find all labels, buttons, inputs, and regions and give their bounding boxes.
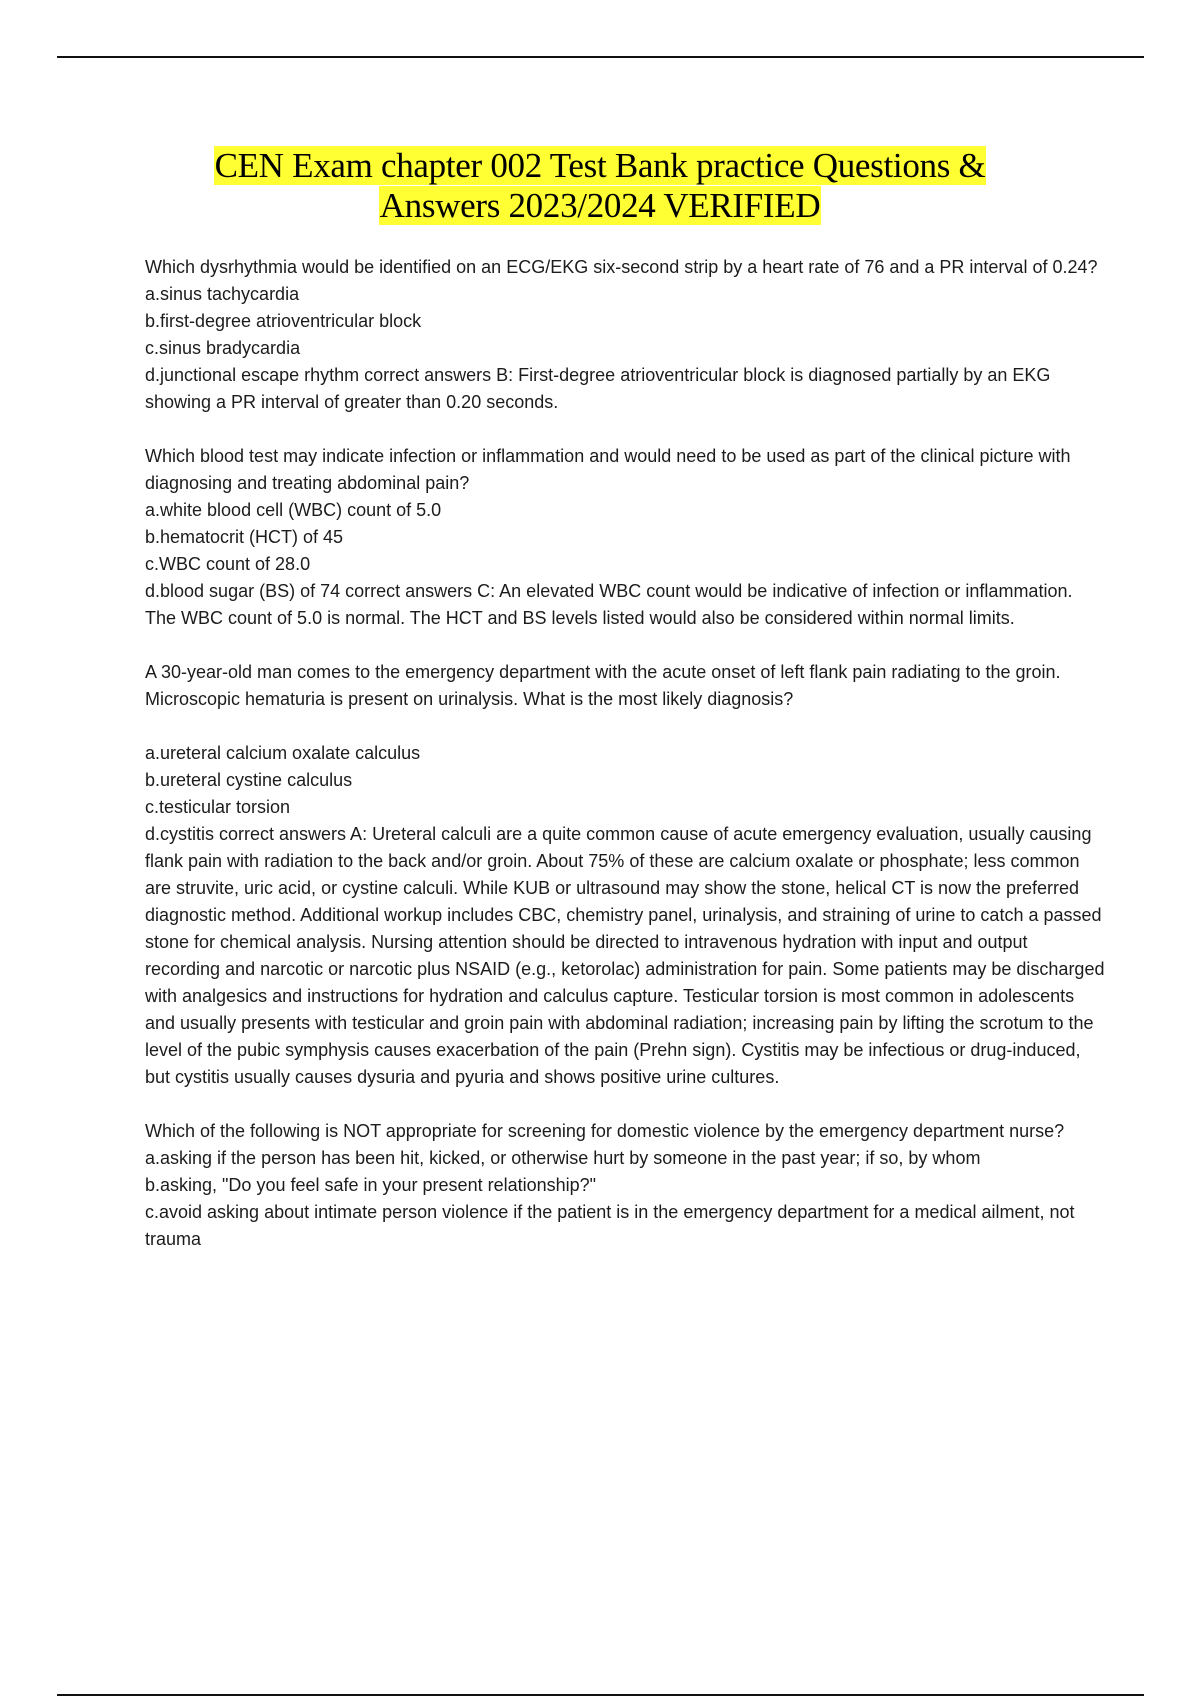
bottom-rule xyxy=(57,1694,1144,1696)
answer-option: b.asking, "Do you feel safe in your present relationship?" xyxy=(145,1175,597,1195)
question-stem: Which dysrhythmia would be identified on an ECG/EKG six-second strip by a heart rate of 76 and a PR interval of 0.24? xyxy=(145,257,1098,277)
question-2 xyxy=(145,443,1105,632)
answer-option: c.WBC count of 28.0 xyxy=(145,554,311,574)
answer-option: a.ureteral calcium oxalate calculus xyxy=(145,743,421,763)
title-line-2: Answers 2023/2024 VERIFIED xyxy=(379,186,821,225)
document-title xyxy=(0,146,1200,226)
question-stem: A 30-year-old man comes to the emergency department with the acute onset of left flank pain radiating to the groin. Microscopic hematuria is present on urinalysis. What is the most likely diagnosis? xyxy=(145,662,1061,709)
question-4 xyxy=(145,1118,1105,1253)
answer-option: a.asking if the person has been hit, kicked, or otherwise hurt by someone in the past year; if so, by whom xyxy=(145,1148,981,1168)
answer-option-with-explanation: d.blood sugar (BS) of 74 correct answers C: An elevated WBC count would be indicative of infection or inflammation. The WBC count of 5.0 is normal. The HCT and BS levels listed would also be considered within normal limits. xyxy=(145,581,1073,628)
answer-option: b.hematocrit (HCT) of 45 xyxy=(145,527,344,547)
answer-option-with-explanation: d.cystitis correct answers A: Ureteral calculi are a quite common cause of acute emergency evaluation, usually causing flank pain with radiation to the back and/or groin. About 75% of these are calcium oxalate or phosphate; less common are struvite, uric acid, or cystine calculi. While KUB or ultrasound may show the stone, helical CT is now the preferred diagnostic method. Additional workup includes CBC, chemistry panel, urinalysis, and straining of urine to catch a passed stone for chemical analysis. Nursing attention should be directed to intravenous hydration with input and output recording and narcotic or narcotic plus NSAID (e.g., ketorolac) administration for pain. Some patients may be discharged with analgesics and instructions for hydration and calculus capture. Testicular torsion is most common in adolescents and usually presents with testicular and groin pain with abdominal radiation; increasing pain by lifting the scrotum to the level of the pubic symphysis causes exacerbation of the pain (Prehn sign). Cystitis may be infectious or drug-induced, but cystitis usually causes dysuria and pyuria and shows positive urine cultures. xyxy=(145,824,1105,1087)
answer-option: a.white blood cell (WBC) count of 5.0 xyxy=(145,500,442,520)
top-rule xyxy=(57,56,1144,58)
question-list xyxy=(145,254,1105,1280)
question-3 xyxy=(145,659,1105,1091)
answer-option: c.testicular torsion xyxy=(145,797,291,817)
question-1 xyxy=(145,254,1105,416)
answer-option: a.sinus tachycardia xyxy=(145,284,300,304)
title-line-1: CEN Exam chapter 002 Test Bank practice Questions & xyxy=(214,146,986,185)
answer-option: b.first-degree atrioventricular block xyxy=(145,311,422,331)
question-stem: Which of the following is NOT appropriate for screening for domestic violence by the emergency department nurse? xyxy=(145,1121,1065,1141)
answer-option: c.avoid asking about intimate person violence if the patient is in the emergency department for a medical ailment, not trauma xyxy=(145,1202,1075,1249)
answer-option: b.ureteral cystine calculus xyxy=(145,770,353,790)
question-stem: Which blood test may indicate infection or inflammation and would need to be used as part of the clinical picture with diagnosing and treating abdominal pain? xyxy=(145,446,1071,493)
blank-line xyxy=(145,713,1105,740)
answer-option: c.sinus bradycardia xyxy=(145,338,301,358)
answer-option-with-explanation: d.junctional escape rhythm correct answers B: First-degree atrioventricular block is diagnosed partially by an EKG showing a PR interval of greater than 0.20 seconds. xyxy=(145,365,1051,412)
